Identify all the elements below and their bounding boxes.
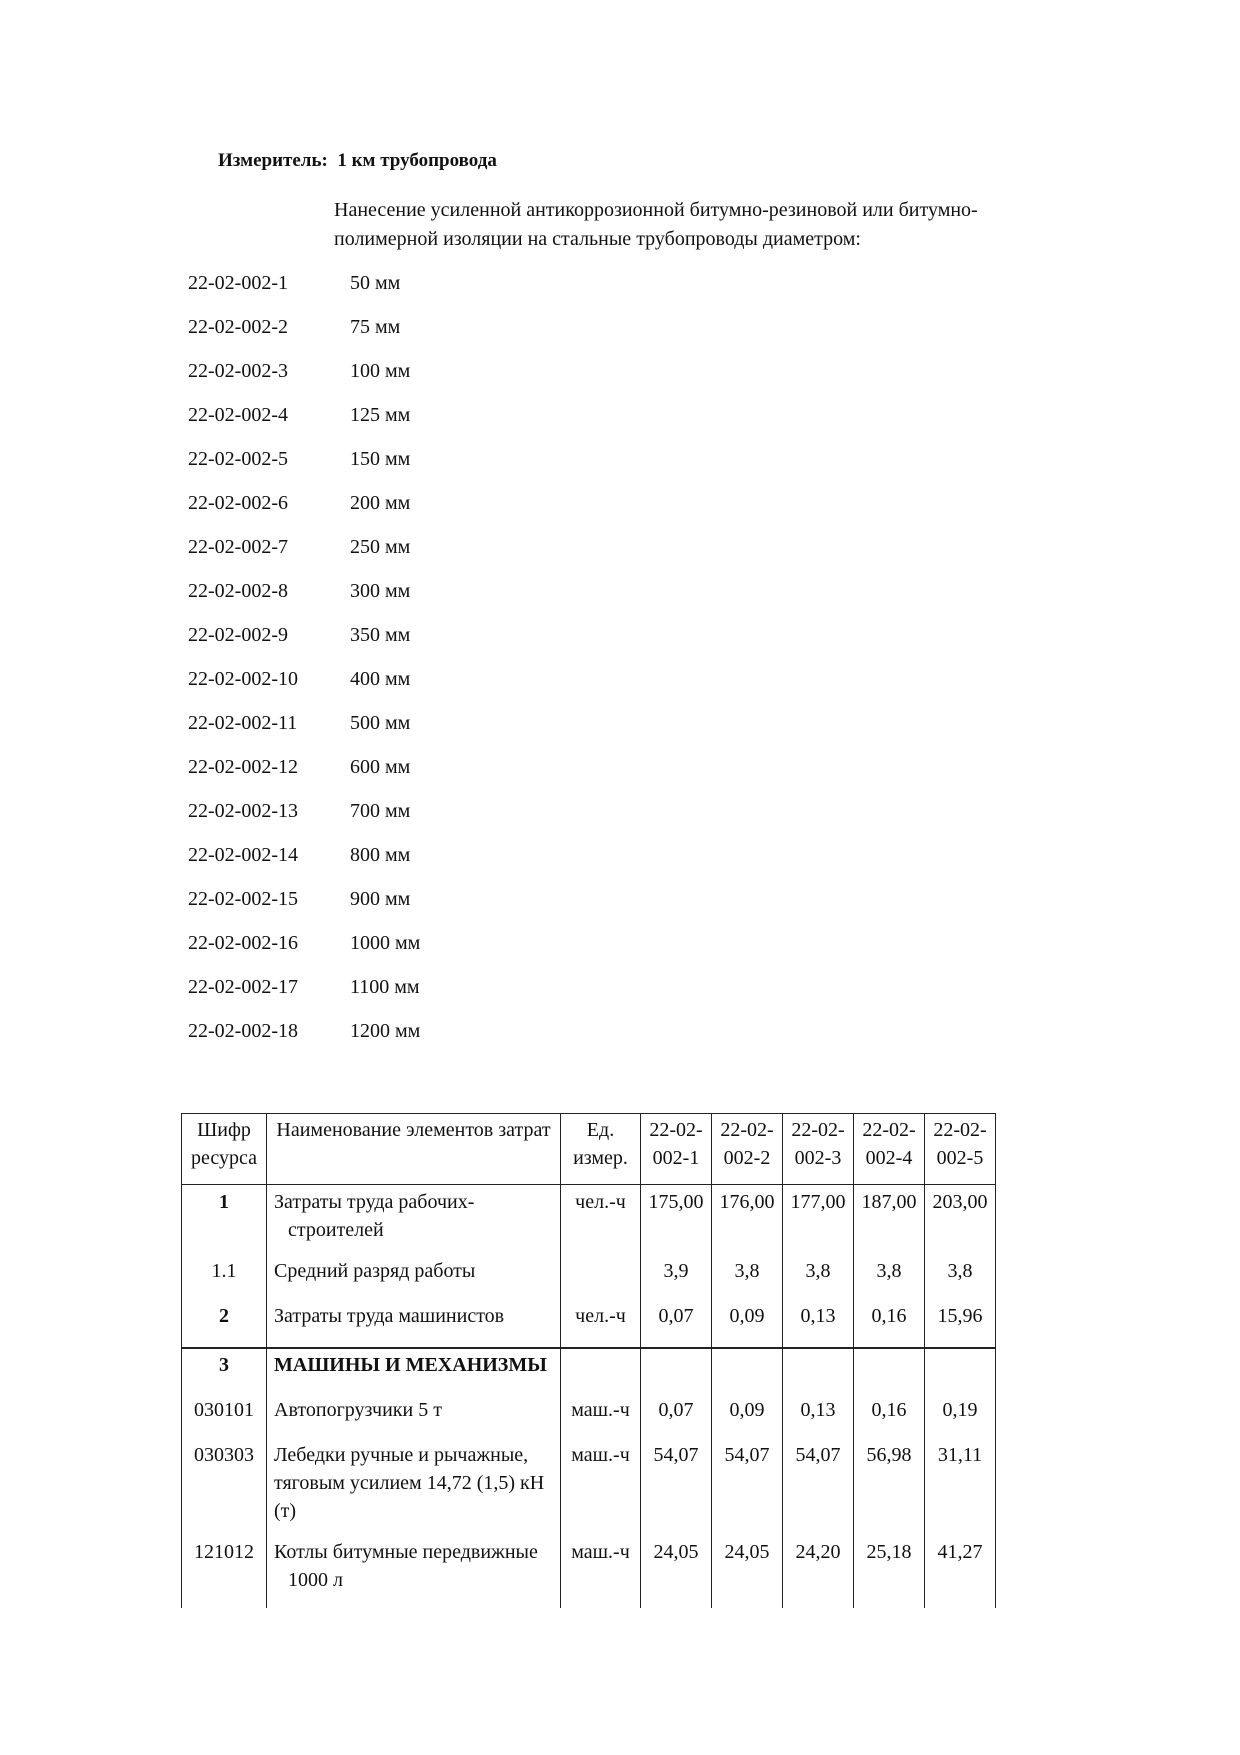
code: 22-02-002-14 [188,844,298,866]
row-code: 2 [182,1302,267,1348]
resource-table [181,1113,996,1608]
code: 22-02-002-17 [188,976,298,998]
row-code: 1 [182,1185,267,1258]
diameter: 1200 мм [350,1020,421,1042]
diameter: 500 мм [350,712,411,734]
code: 22-02-002-1 [188,272,288,294]
row-name: Автопогрузчики 5 т [267,1396,561,1441]
table-row [182,1348,996,1396]
row-value: 54,07 [641,1441,712,1538]
row-value: 24,05 [641,1538,712,1608]
code-row [188,357,420,401]
row-code: 1.1 [182,1257,267,1302]
diameter: 700 мм [350,800,411,822]
row-value: 187,00 [854,1185,925,1258]
meter-value: 1 км трубопровода [337,150,497,171]
code-row [188,973,420,1017]
row-name-line: Котлы битумные передвижные [274,1541,538,1563]
code-row [188,709,420,753]
code: 22-02-002-9 [188,624,288,646]
code-row [188,621,420,665]
meter-label: Измеритель: [218,150,328,171]
row-value: 0,09 [712,1302,783,1348]
table-header-row [182,1114,996,1185]
row-name: МАШИНЫ И МЕХАНИЗМЫ [267,1348,561,1396]
code: 22-02-002-11 [188,712,298,734]
code-row [188,753,420,797]
diameter: 200 мм [350,492,411,514]
diameter: 350 мм [350,624,411,646]
code-row [188,445,420,489]
row-name: Лебедки ручные и рычажные, тяговым усилием 14,72 (1,5) кН (т) [267,1441,561,1538]
row-value: 3,8 [925,1257,996,1302]
code: 22-02-002-3 [188,360,288,382]
code: 22-02-002-13 [188,800,298,822]
row-name-line: Затраты труда рабочих- [274,1191,475,1213]
row-unit: чел.-ч [561,1302,641,1348]
diameter: 900 мм [350,888,411,910]
code-row [188,269,420,313]
code-row [188,313,420,357]
meter-line [218,150,497,172]
row-value [854,1348,925,1396]
row-unit [561,1348,641,1396]
diameter: 125 мм [350,404,411,426]
code-row [188,489,420,533]
diameter: 300 мм [350,580,411,602]
row-value [925,1348,996,1396]
row-value: 15,96 [925,1302,996,1348]
row-value: 0,16 [854,1396,925,1441]
code-row [188,797,420,841]
row-name-line: строителей [288,1219,384,1241]
table-row [182,1185,996,1258]
code-list [188,269,420,1061]
header-col: 22-02-002-5 [925,1114,996,1185]
row-value: 25,18 [854,1538,925,1608]
row-value: 3,8 [712,1257,783,1302]
row-value: 175,00 [641,1185,712,1258]
diameter: 75 мм [350,316,401,338]
table-row [182,1302,996,1348]
row-value: 3,8 [783,1257,854,1302]
code: 22-02-002-8 [188,580,288,602]
header-col: 22-02-002-3 [783,1114,854,1185]
row-value: 3,8 [854,1257,925,1302]
diameter: 150 мм [350,448,411,470]
table-row [182,1396,996,1441]
code-row [188,577,420,621]
code-row [188,929,420,973]
code-row [188,665,420,709]
row-value: 54,07 [712,1441,783,1538]
row-unit: маш.-ч [561,1396,641,1441]
row-value: 177,00 [783,1185,854,1258]
diameter: 1000 мм [350,932,421,954]
row-unit: маш.-ч [561,1441,641,1538]
header-name: Наименование элементов затрат [267,1114,561,1185]
row-code: 3 [182,1348,267,1396]
code: 22-02-002-4 [188,404,288,426]
row-value: 31,11 [925,1441,996,1538]
code-row [188,1017,420,1061]
row-code: 030101 [182,1396,267,1441]
row-value: 0,07 [641,1302,712,1348]
row-value: 203,00 [925,1185,996,1258]
code-row [188,533,420,577]
header-col: 22-02-002-4 [854,1114,925,1185]
code: 22-02-002-2 [188,316,288,338]
diameter: 50 мм [350,272,401,294]
row-value [641,1348,712,1396]
code-row [188,401,420,445]
code: 22-02-002-7 [188,536,288,558]
row-value: 24,20 [783,1538,854,1608]
header-code: Шифр ресурса [182,1114,267,1185]
row-unit [561,1257,641,1302]
diameter: 600 мм [350,756,411,778]
code: 22-02-002-6 [188,492,288,514]
row-value: 3,9 [641,1257,712,1302]
row-value: 0,09 [712,1396,783,1441]
row-value: 41,27 [925,1538,996,1608]
row-value: 176,00 [712,1185,783,1258]
diameter: 400 мм [350,668,411,690]
row-unit: маш.-ч [561,1538,641,1608]
diameter: 250 мм [350,536,411,558]
row-value [712,1348,783,1396]
table-row [182,1538,996,1608]
code: 22-02-002-5 [188,448,288,470]
header-col: 22-02-002-1 [641,1114,712,1185]
header-col: 22-02-002-2 [712,1114,783,1185]
row-value: 0,13 [783,1396,854,1441]
diameter: 1100 мм [350,976,420,998]
diameter: 100 мм [350,360,411,382]
row-code: 030303 [182,1441,267,1538]
row-value: 0,07 [641,1396,712,1441]
table-row [182,1257,996,1302]
code-row [188,885,420,929]
row-value: 0,19 [925,1396,996,1441]
row-name-line: 1000 л [288,1569,343,1591]
code: 22-02-002-16 [188,932,298,954]
row-value: 54,07 [783,1441,854,1538]
row-name [267,1185,561,1258]
row-name [267,1538,561,1608]
row-name: Средний разряд работы [267,1257,561,1302]
row-value: 0,13 [783,1302,854,1348]
row-unit: чел.-ч [561,1185,641,1258]
row-value: 56,98 [854,1441,925,1538]
code: 22-02-002-10 [188,668,298,690]
row-value: 24,05 [712,1538,783,1608]
diameter: 800 мм [350,844,411,866]
table-row [182,1441,996,1538]
header-unit: Ед. измер. [561,1114,641,1185]
code-row [188,841,420,885]
code: 22-02-002-12 [188,756,298,778]
row-code: 121012 [182,1538,267,1608]
code: 22-02-002-15 [188,888,298,910]
row-value [783,1348,854,1396]
row-name: Затраты труда машинистов [267,1302,561,1348]
work-description: Нанесение усиленной антикоррозионной битумно-резиновой или битумно-полимерной изоляции на стальные трубопроводы диаметром: [334,199,978,250]
row-value: 0,16 [854,1302,925,1348]
code: 22-02-002-18 [188,1020,298,1042]
